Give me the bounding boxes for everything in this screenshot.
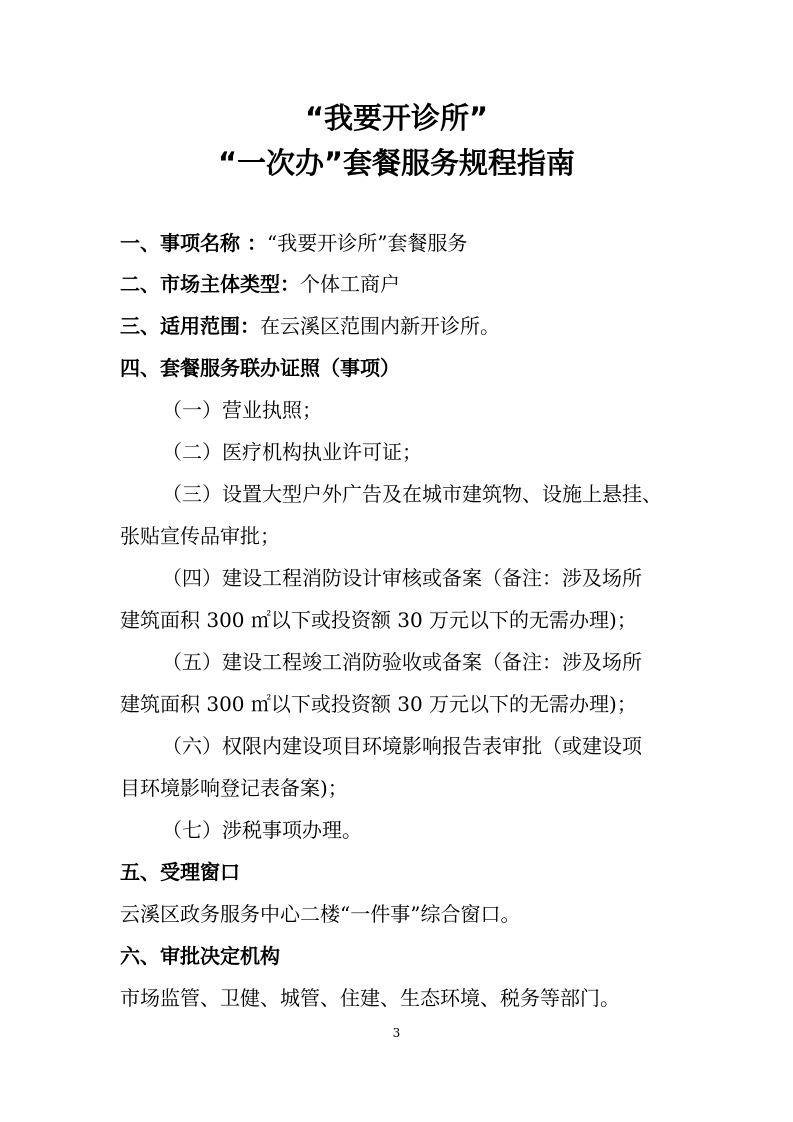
section-5-text: 云溪区政务服务中心二楼“一件事”综合窗口。 xyxy=(120,902,521,926)
section-3 xyxy=(120,312,500,340)
document-title-line-1: “我要开诊所” xyxy=(304,101,489,135)
section-1 xyxy=(120,229,467,257)
section-2 xyxy=(120,270,400,298)
list-item: （二）医疗机构执业许可证； xyxy=(162,440,422,464)
document-title-line-2: “一次办”套餐服务规程指南 xyxy=(217,146,576,180)
list-item-continuation: 张贴宣传品审批； xyxy=(120,524,280,548)
list-item: （三）设置大型户外广告及在城市建筑物、设施上悬挂、 xyxy=(162,482,662,506)
section-3-heading: 三、适用范围： xyxy=(120,314,260,338)
page-number: 3 xyxy=(392,1026,401,1040)
section-4-heading: 四、套餐服务联办证照（事项） xyxy=(120,356,400,380)
list-item: （四）建设工程消防设计审核或备案（备注：涉及场所 xyxy=(162,566,642,590)
section-3-text: 在云溪区范围内新开诊所。 xyxy=(260,314,500,338)
list-item-continuation: 目环境影响登记表备案)； xyxy=(120,776,348,800)
section-6-text: 市场监管、卫健、城管、住建、生态环境、税务等部门。 xyxy=(120,986,620,1010)
section-2-text: 个体工商户 xyxy=(300,272,400,296)
list-item: （一）营业执照； xyxy=(162,398,322,422)
section-1-heading: 一、事项名称 ： xyxy=(120,231,267,255)
list-item-continuation: 建筑面积 300 ㎡以下或投资额 30 万元以下的无需办理)； xyxy=(120,692,637,716)
section-6-heading: 六、审批决定机构 xyxy=(120,944,280,968)
list-item: （七）涉税事项办理。 xyxy=(162,818,362,842)
section-5-heading: 五、受理窗口 xyxy=(120,860,240,884)
list-item-continuation: 建筑面积 300 ㎡以下或投资额 30 万元以下的无需办理)； xyxy=(120,608,637,632)
list-item: （五）建设工程竣工消防验收或备案（备注：涉及场所 xyxy=(162,650,642,674)
section-1-text: “我要开诊所”套餐服务 xyxy=(266,231,468,255)
list-item: （六）权限内建设项目环境影响报告表审批（或建设项 xyxy=(162,734,642,758)
section-2-heading: 二、市场主体类型： xyxy=(120,272,300,296)
